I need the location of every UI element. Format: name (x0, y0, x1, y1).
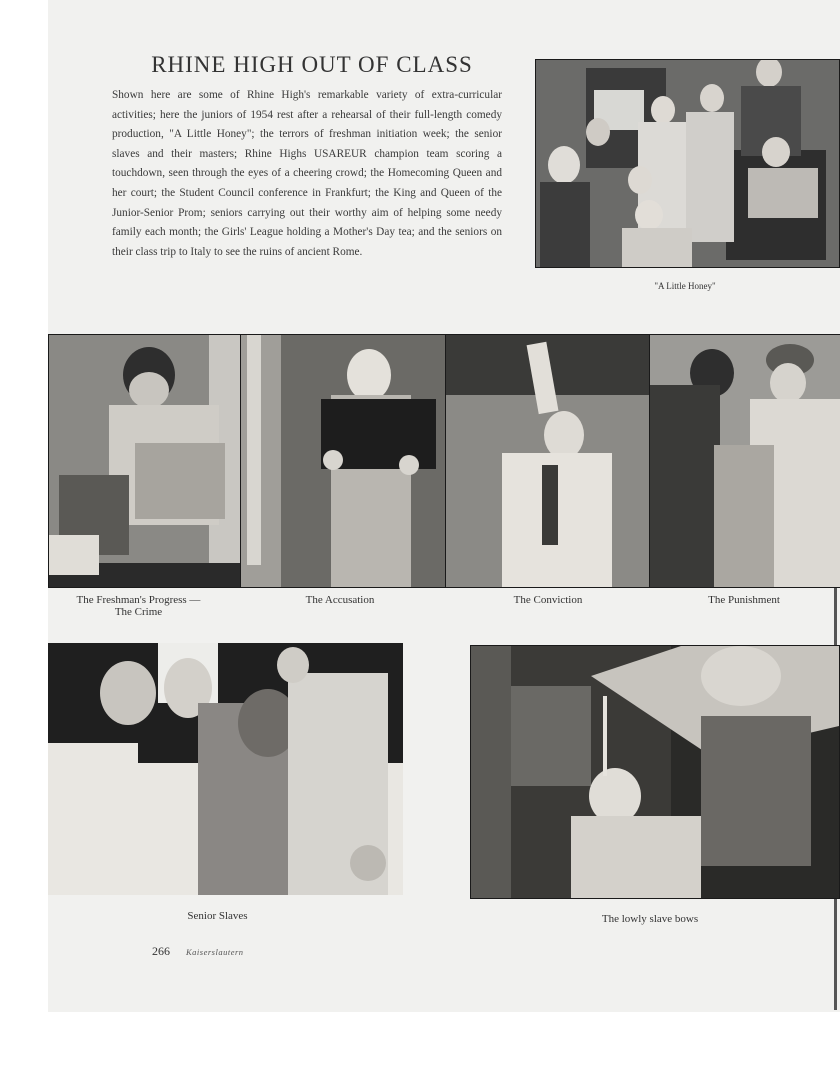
caption-freshman-line1: The Freshman's Progress — (76, 594, 201, 606)
caption-accusation: The Accusation (305, 594, 375, 606)
photo-little-honey (535, 59, 840, 268)
caption-punishment: The Punishment (708, 594, 780, 606)
caption-freshman-crime (56, 594, 221, 618)
photo-slave-bows (470, 645, 840, 899)
photo-punishment (649, 334, 840, 588)
page-number: 266 (152, 944, 170, 958)
caption-freshman-line2: The Crime (114, 606, 163, 618)
photo-freshman-crime (48, 334, 242, 588)
photo-conviction (445, 334, 651, 588)
caption-slave-bows: The lowly slave bows (601, 913, 699, 925)
caption-little-honey: "A Little Honey" (654, 281, 716, 291)
page-title: RHINE HIGH OUT OF CLASS (151, 52, 473, 77)
intro-paragraph: Shown here are some of Rhine High's remarkable variety of extra-curricular activities; here the juniors of 1954 rest after a rehearsal of their full-length comedy production, "A Little Honey"; the terrors of freshman initiation week; the senior slaves and their masters; Rhine Highs USAREUR champion team scoring a touchdown, seen through the eyes of a cheering crowd; the Homecoming Queen and her court; the Student Council conference in Frankfurt; the King and Queen of the Junior-Senior Prom; seniors carrying out their worthy aim of helping some needy family each month; the Girls' League holding a Mother's Day tea; and the seniors on their class trip to Italy to see the ruins of ancient Rome. (112, 89, 502, 258)
caption-conviction: The Conviction (513, 594, 583, 606)
publication-name: Kaiserslautern (186, 947, 244, 957)
photo-senior-slaves (48, 643, 403, 895)
photo-accusation (240, 334, 447, 588)
caption-senior-slaves: Senior Slaves (187, 910, 248, 922)
